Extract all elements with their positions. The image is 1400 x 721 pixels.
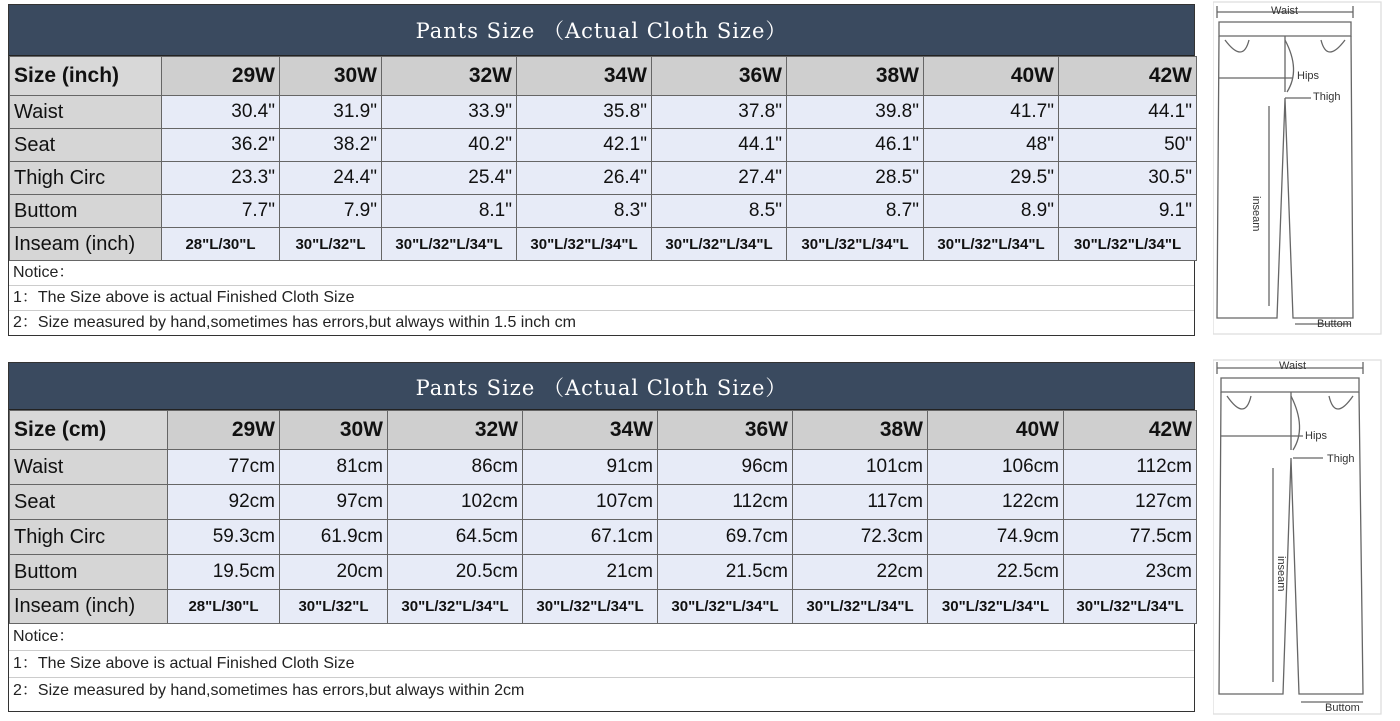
cell: 21.5cm — [658, 555, 793, 590]
cell: 30"L/32"L — [280, 228, 382, 261]
cell: 20cm — [280, 555, 388, 590]
cell: 30"L/32"L/34"L — [1059, 228, 1197, 261]
row-label: Buttom — [10, 195, 162, 228]
cell: 31.9" — [280, 96, 382, 129]
row-label: Inseam (inch) — [10, 590, 168, 624]
cell: 29.5" — [924, 162, 1059, 195]
size-grid — [9, 410, 1197, 624]
cell: 86cm — [388, 450, 523, 485]
cell: 96cm — [658, 450, 793, 485]
cell: 44.1" — [652, 129, 787, 162]
size-grid — [9, 56, 1197, 261]
cell: 38.2" — [280, 129, 382, 162]
cell: 26.4" — [517, 162, 652, 195]
header-cell: 34W — [517, 57, 652, 96]
cell: 77cm — [168, 450, 280, 485]
cell: 30"L/32"L/34"L — [787, 228, 924, 261]
cell: 37.8" — [652, 96, 787, 129]
cell: 20.5cm — [388, 555, 523, 590]
header-row — [10, 57, 1197, 96]
cell: 8.3" — [517, 195, 652, 228]
inseam-label: inseam — [1275, 556, 1287, 592]
cell: 28"L/30"L — [168, 590, 280, 624]
cell: 127cm — [1064, 485, 1197, 520]
cell: 33.9" — [382, 96, 517, 129]
cell: 22.5cm — [928, 555, 1064, 590]
cell: 117cm — [793, 485, 928, 520]
cell: 101cm — [793, 450, 928, 485]
cell: 92cm — [168, 485, 280, 520]
table-row — [10, 228, 1197, 261]
table-title: Pants Size （Actual Cloth Size） — [9, 363, 1194, 410]
header-cell: 34W — [523, 411, 658, 450]
header-cell: 30W — [280, 411, 388, 450]
cell: 59.3cm — [168, 520, 280, 555]
cell: 50" — [1059, 129, 1197, 162]
cell: 107cm — [523, 485, 658, 520]
cell: 69.7cm — [658, 520, 793, 555]
pants-diagram — [1213, 358, 1383, 718]
header-cell: 40W — [928, 411, 1064, 450]
cell: 7.9" — [280, 195, 382, 228]
cell: 22cm — [793, 555, 928, 590]
table-row — [10, 96, 1197, 129]
header-cell: 38W — [787, 57, 924, 96]
note-item: 2：Size measured by hand,sometimes has errors,but always within 2cm — [13, 682, 525, 699]
waist-label: Waist — [1279, 360, 1307, 372]
cell: 21cm — [523, 555, 658, 590]
cell: 30"L/32"L/34"L — [652, 228, 787, 261]
hips-label: Hips — [1297, 70, 1320, 82]
row-label: Inseam (inch) — [10, 228, 162, 261]
header-cell: 36W — [652, 57, 787, 96]
cell: 122cm — [928, 485, 1064, 520]
row-label: Waist — [10, 96, 162, 129]
notice-heading: Notice： — [9, 261, 1194, 286]
header-cell: 32W — [382, 57, 517, 96]
header-cell: 29W — [162, 57, 280, 96]
row-label: Buttom — [10, 555, 168, 590]
header-cell: 36W — [658, 411, 793, 450]
cell: 36.2" — [162, 129, 280, 162]
cell: 8.5" — [652, 195, 787, 228]
thigh-label: Thigh — [1327, 453, 1355, 465]
cell: 30.4" — [162, 96, 280, 129]
table-row — [10, 195, 1197, 228]
note-item: 1：The Size above is actual Finished Cloth Size — [9, 651, 1194, 678]
inseam-label: inseam — [1250, 196, 1262, 232]
note-item: 1：The Size above is actual Finished Cloth Size — [9, 286, 1194, 311]
header-cell: Size (inch) — [10, 57, 162, 96]
notes-section — [9, 261, 1194, 335]
row-label: Seat — [10, 485, 168, 520]
cell: 8.9" — [924, 195, 1059, 228]
header-cell: 40W — [924, 57, 1059, 96]
table-row — [10, 162, 1197, 195]
header-cell: 30W — [280, 57, 382, 96]
note-item: 2：Size measured by hand,sometimes has errors,but always within 1.5 inch cm — [13, 314, 576, 331]
cell: 27.4" — [652, 162, 787, 195]
pants-outline-icon — [1213, 0, 1383, 336]
waist-label: Waist — [1271, 5, 1299, 17]
table-title: Pants Size （Actual Cloth Size） — [9, 5, 1194, 56]
pants-diagram — [1213, 0, 1383, 336]
cell: 30"L/32"L/34"L — [523, 590, 658, 624]
thigh-label: Thigh — [1313, 91, 1341, 103]
cell: 30"L/32"L/34"L — [517, 228, 652, 261]
cell: 39.8" — [787, 96, 924, 129]
table-row — [10, 555, 1197, 590]
table-row — [10, 450, 1197, 485]
cell: 30"L/32"L/34"L — [924, 228, 1059, 261]
notes-section — [9, 624, 1194, 704]
header-row — [10, 411, 1197, 450]
cell: 28.5" — [787, 162, 924, 195]
header-cell: 42W — [1059, 57, 1197, 96]
buttom-label: Buttom — [1317, 318, 1352, 330]
cell: 30"L/32"L/34"L — [793, 590, 928, 624]
cell: 102cm — [388, 485, 523, 520]
header-cell: 32W — [388, 411, 523, 450]
cell: 106cm — [928, 450, 1064, 485]
cell: 8.1" — [382, 195, 517, 228]
header-cell: 42W — [1064, 411, 1197, 450]
cell: 7.7" — [162, 195, 280, 228]
cell: 23cm — [1064, 555, 1197, 590]
cell: 30"L/32"L/34"L — [658, 590, 793, 624]
table-row — [10, 485, 1197, 520]
row-label: Thigh Circ — [10, 162, 162, 195]
cell: 112cm — [658, 485, 793, 520]
cell: 28"L/30"L — [162, 228, 280, 261]
cell: 19.5cm — [168, 555, 280, 590]
cell: 40.2" — [382, 129, 517, 162]
cell: 30.5" — [1059, 162, 1197, 195]
cell: 74.9cm — [928, 520, 1064, 555]
cell: 30"L/32"L/34"L — [1064, 590, 1197, 624]
table-row — [10, 520, 1197, 555]
cell: 35.8" — [517, 96, 652, 129]
pants-outline-icon — [1213, 358, 1383, 718]
cell: 30"L/32"L/34"L — [388, 590, 523, 624]
header-cell: Size (cm) — [10, 411, 168, 450]
cell: 61.9cm — [280, 520, 388, 555]
cell: 97cm — [280, 485, 388, 520]
cell: 25.4" — [382, 162, 517, 195]
table-row — [10, 590, 1197, 624]
header-cell: 38W — [793, 411, 928, 450]
cell: 9.1" — [1059, 195, 1197, 228]
cell: 91cm — [523, 450, 658, 485]
header-cell: 29W — [168, 411, 280, 450]
cell: 81cm — [280, 450, 388, 485]
cell: 23.3" — [162, 162, 280, 195]
table-row — [10, 129, 1197, 162]
size-table-cm — [8, 362, 1195, 712]
cell: 30"L/32"L/34"L — [928, 590, 1064, 624]
row-label: Thigh Circ — [10, 520, 168, 555]
cell: 42.1" — [517, 129, 652, 162]
buttom-label: Buttom — [1325, 702, 1360, 714]
notice-heading: Notice： — [9, 624, 1194, 651]
cell: 67.1cm — [523, 520, 658, 555]
cell: 48" — [924, 129, 1059, 162]
row-label: Seat — [10, 129, 162, 162]
cell: 77.5cm — [1064, 520, 1197, 555]
cell: 24.4" — [280, 162, 382, 195]
cell: 72.3cm — [793, 520, 928, 555]
cell: 8.7" — [787, 195, 924, 228]
row-label: Waist — [10, 450, 168, 485]
cell: 30"L/32"L/34"L — [382, 228, 517, 261]
cell: 44.1" — [1059, 96, 1197, 129]
cell: 30"L/32"L — [280, 590, 388, 624]
cell: 112cm — [1064, 450, 1197, 485]
cell: 46.1" — [787, 129, 924, 162]
size-table-inch — [8, 4, 1195, 336]
cell: 41.7" — [924, 96, 1059, 129]
hips-label: Hips — [1305, 430, 1328, 442]
cell: 64.5cm — [388, 520, 523, 555]
